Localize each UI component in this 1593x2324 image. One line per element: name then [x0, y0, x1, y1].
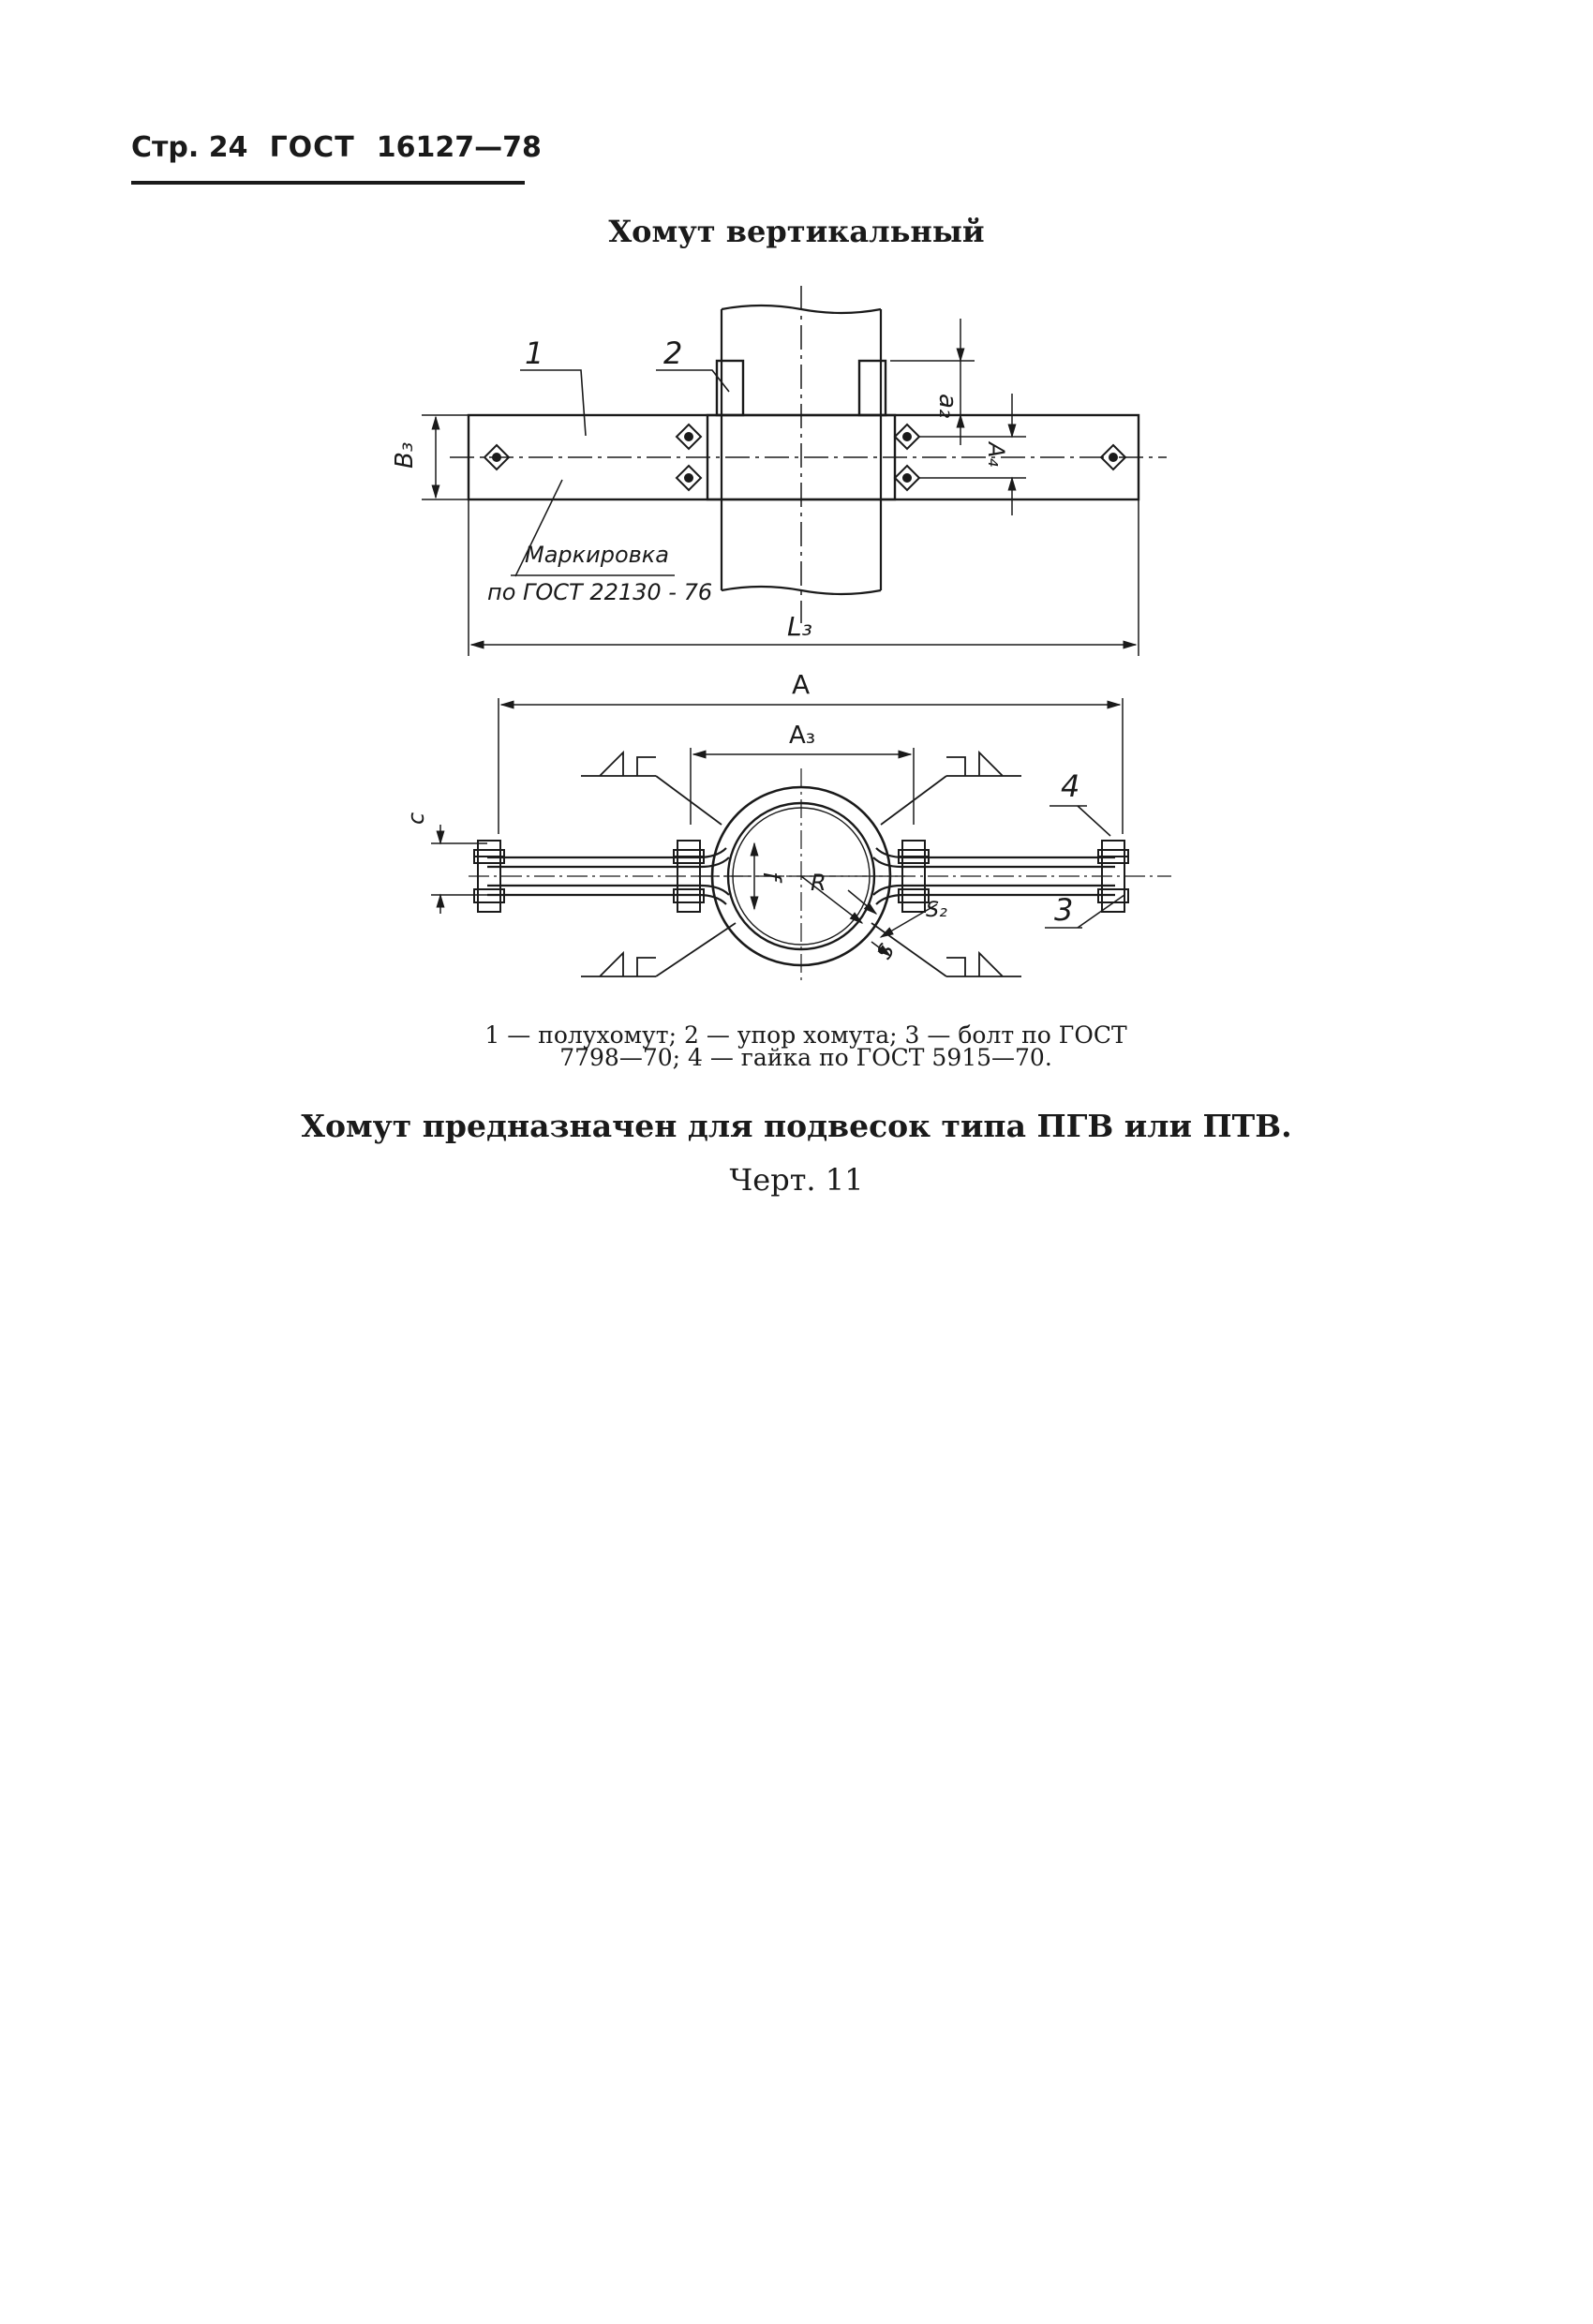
dim-f-label: f	[757, 872, 785, 881]
dim-a-label: A	[792, 669, 811, 700]
standard-number: 16127—78	[376, 131, 542, 164]
drawing-title: Хомут вертикальный	[608, 214, 985, 249]
dim-b3-label: B₃	[391, 441, 419, 469]
legend	[450, 1021, 1162, 1071]
dim-a2	[890, 319, 975, 445]
marking-note-line1: Маркировка	[525, 542, 670, 568]
dim-a4-label: A₄	[983, 442, 1009, 468]
callout-3-label: 3	[1054, 892, 1074, 928]
callout-4-leader	[1078, 806, 1110, 836]
dim-c-label: c	[403, 812, 429, 825]
dim-s-label: S	[872, 940, 901, 963]
standard-label: ГОСТ	[269, 131, 355, 164]
dim-l3-label: L₃	[787, 611, 812, 642]
callout-2-label: 2	[663, 335, 683, 371]
figure-label: Черт. 11	[729, 1162, 864, 1198]
dim-s2-label: S₂	[926, 899, 947, 922]
callout-4-label: 4	[1061, 768, 1080, 804]
callout-2-leader	[656, 370, 729, 392]
callout-1-label: 1	[525, 335, 544, 371]
purpose-text: Хомут предназначен для подвесок типа ПГВ или ПТВ.	[301, 1108, 1292, 1144]
dim-a3-label: A₃	[789, 722, 816, 750]
page-label: Стр. 24	[131, 131, 248, 164]
marking-note-line2: по ГОСТ 22130 - 76	[487, 579, 713, 605]
dim-a2-label: a₂	[933, 394, 961, 419]
legend-line-1: 1 — полухомут; 2 — упор хомута; 3 — болт по ГОСТ	[484, 1021, 1127, 1049]
technical-drawing	[0, 0, 1593, 1031]
legend-line-2: 7798—70; 4 — гайка по ГОСТ 5915—70.	[559, 1044, 1052, 1071]
dim-r-label: R	[811, 870, 826, 896]
callout-1-leader	[520, 370, 586, 436]
